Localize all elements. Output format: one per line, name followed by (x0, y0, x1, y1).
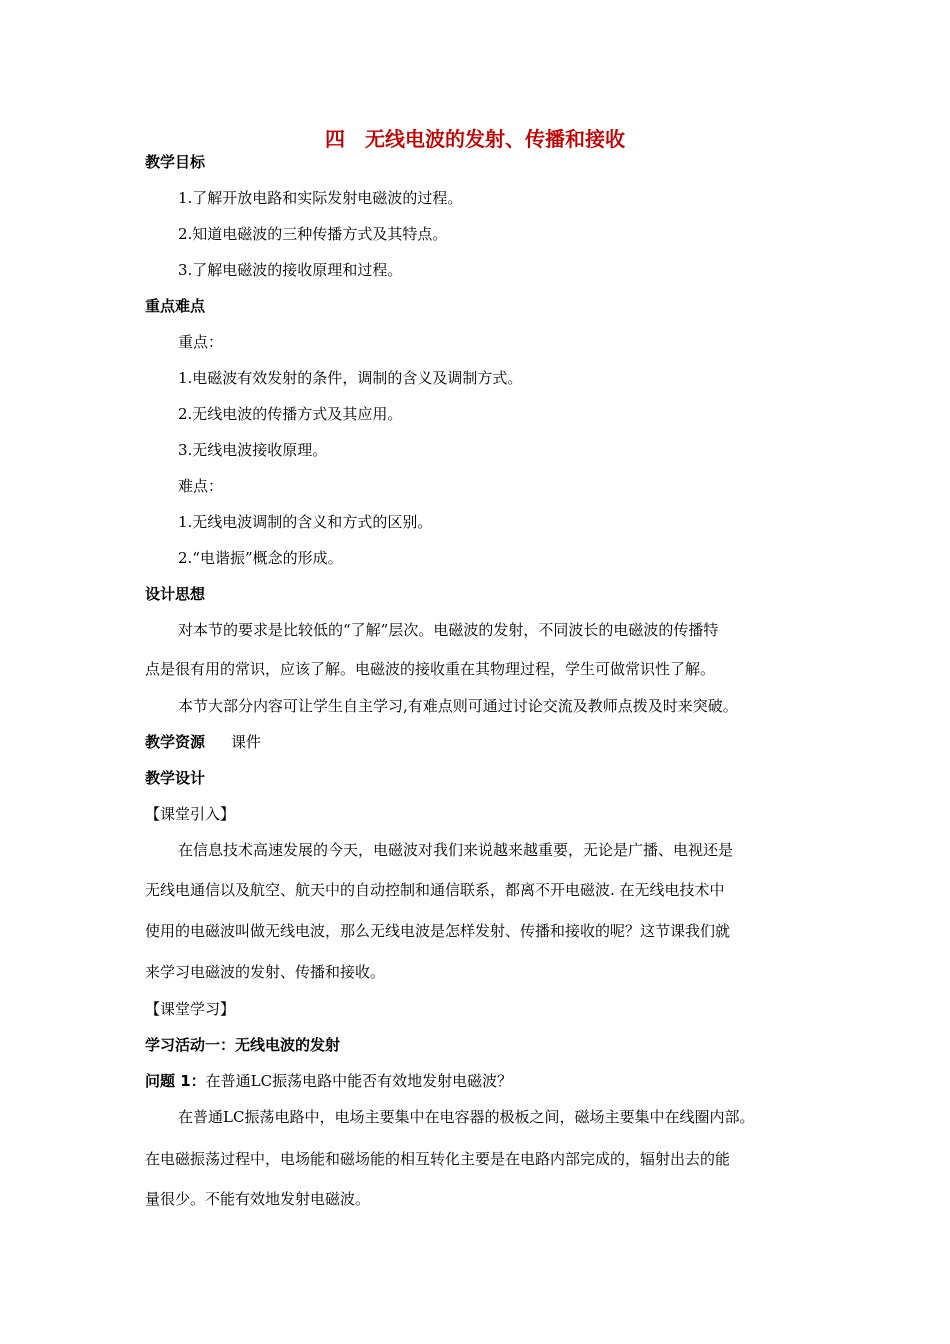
resources-row (145, 732, 815, 752)
focus-item: 2.无线电波的传播方式及其应用。 (178, 405, 403, 423)
question-row (145, 1071, 815, 1091)
difficulty-item: 1.无线电波调制的含义和方式的区别。 (178, 513, 433, 531)
objectives-heading: 教学目标 (145, 153, 206, 171)
answer-paragraph-line: 在电磁振荡过程中，电场能和磁场能的相互转化主要是在电路内部完成的，辐射出去的能 (145, 1150, 731, 1168)
difficulty-item: 2.“电谐振”概念的形成。 (178, 549, 343, 567)
resources-value: 课件 (231, 733, 262, 751)
resources-heading: 教学资源 (145, 733, 206, 751)
focus-item: 1.电磁波有效发射的条件，调制的含义及调制方式。 (178, 369, 523, 387)
objective-item: 1.了解开放电路和实际发射电磁波的过程。 (178, 189, 463, 207)
difficulty-label: 难点： (178, 477, 224, 495)
question-text: 在普通LC振荡电路中能否有效地发射电磁波？ (205, 1072, 513, 1090)
focus-item: 3.无线电波接收原理。 (178, 441, 328, 459)
key-points-heading: 重点难点 (145, 297, 206, 315)
question-label: 问题 1： (145, 1072, 206, 1090)
answer-paragraph-line: 量很少。不能有效地发射电磁波。 (145, 1190, 371, 1208)
document-title: 四 无线电波的发射、传播和接收 (325, 127, 625, 151)
activity-heading: 学习活动一：无线电波的发射 (145, 1036, 341, 1054)
answer-paragraph-line: 在普通LC振荡电路中，电场主要集中在电容器的极板之间，磁场主要集中在线圈内部。 (178, 1108, 755, 1126)
intro-paragraph-line: 来学习电磁波的发射、传播和接收。 (145, 963, 386, 981)
intro-paragraph-line: 无线电通信以及航空、航天中的自动控制和通信联系，都离不开电磁波. 在无线电技术中 (145, 881, 725, 899)
design-idea-paragraph-line: 点是很有用的常识，应该了解。电磁波的接收重在其物理过程，学生可做常识性了解。 (145, 660, 716, 678)
study-label: 【课堂学习】 (145, 1000, 236, 1018)
objective-item: 3.了解电磁波的接收原理和过程。 (178, 261, 403, 279)
intro-label: 【课堂引入】 (145, 805, 236, 823)
intro-paragraph-line: 在信息技术高速发展的今天，电磁波对我们来说越来越重要，无论是广播、电视还是 (178, 841, 734, 859)
intro-paragraph-line: 使用的电磁波叫做无线电波，那么无线电波是怎样发射、传播和接收的呢？这节课我们就 (145, 922, 731, 940)
design-idea-heading: 设计思想 (145, 585, 206, 603)
teaching-design-heading: 教学设计 (145, 769, 206, 787)
design-idea-paragraph-line: 对本节的要求是比较低的“了解”层次。电磁波的发射，不同波长的电磁波的传播特 (178, 621, 719, 639)
design-idea-paragraph: 本节大部分内容可让学生自主学习,有难点则可通过讨论交流及教师点拨及时来突破。 (178, 697, 738, 715)
focus-label: 重点： (178, 333, 224, 351)
objective-item: 2.知道电磁波的三种传播方式及其特点。 (178, 225, 448, 243)
